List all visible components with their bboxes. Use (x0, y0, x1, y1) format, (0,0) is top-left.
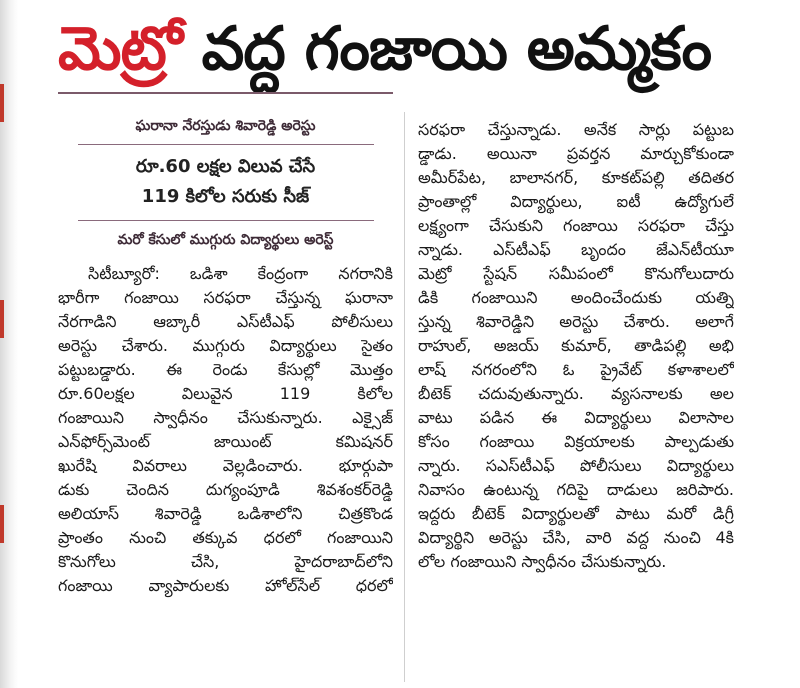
article-line: డుకు చెందిన దుగ్యంపూడి శివశంకర్‌రెడ్డి (58, 480, 393, 499)
article-line: సరఫరా చేస్తున్నాడు. అనేక సార్లు పట్టుబ (418, 120, 734, 139)
article-line: నివాసం ఉంటున్న గదిపై దాడులు జరిపారు. (418, 480, 734, 499)
article-line: విద్యార్థిని అరెస్టు చేసి, వారి వద్ద నుంచి 4కి (418, 528, 734, 547)
article-line: గంజాయిని స్వాధీనం చేసుకున్నారు. ఎక్సైజ్ (58, 408, 393, 427)
article-line: బీటెక్ చదువుతున్నారు. వ్యసనాలకు అల (418, 384, 734, 403)
edge-mark (0, 300, 4, 338)
headline-highlight: మెట్రో (58, 14, 182, 84)
article-line: లోల గంజాయిని స్వాధీనం చేసుకున్నారు. (418, 552, 667, 571)
article-line: సిటీబ్యూరో: ఒడిశా కేంద్రంగా నగరానికి (88, 264, 393, 283)
article-line: కోసం గంజాయి విక్రయాలకు పాల్పడుతు (418, 432, 734, 451)
headline-text: వద్ద గంజాయి అమ్మకం (201, 14, 712, 84)
edge-mark (0, 505, 4, 543)
article-line: పట్టుబడ్డారు. ఈ రెండు కేసుల్లో మొత్తం (58, 360, 393, 379)
column-divider (404, 112, 405, 682)
article-line: లక్ష్యంగా చేసుకుని గంజాయి సరఫరా చేస్తు (418, 216, 734, 235)
subhead-students: మరో కేసులో ముగ్గురు విద్యార్థులు అరెస్ట్ (117, 232, 334, 248)
headline-rule (58, 92, 393, 94)
article-line: వాటు పడిన ఈ విద్యార్థులు విలాసాల (418, 408, 734, 427)
subhead-underline (78, 220, 374, 221)
headline (58, 8, 798, 90)
article-line: మెట్రో స్టేషన్ సమీపంలో కొనుగోలుదారు (418, 264, 734, 283)
article-line: డికి గంజాయిని అందించేందుకు యత్ని (418, 288, 734, 307)
article-line: స్తున్న శివారెడ్డిని అరెస్టు చేశారు. అలాగే (418, 312, 734, 331)
article-line: ప్రాంతం నుంచి తక్కువ ధరలో గంజాయిని (58, 528, 393, 547)
article-line: ఎన్‌ఫోర్స్‌మెంట్ జాయింట్ కమిషనర్ (58, 432, 393, 451)
article-column-right (418, 118, 734, 574)
article-line: భారీగా గంజాయి సరఫరా చేస్తున్న ఘరానా (58, 288, 393, 307)
article-line: అమీర్‌పేట, బాలానగర్, కూకట్‌పల్లి తదితర (418, 168, 734, 187)
article-line: నేరగాడిని ఆబ్కారీ ఎస్‌టీఎఫ్‌ పోలీసులు (58, 312, 393, 331)
article-line: రూ.60లక్షల విలువైన 119 కిలోల (58, 384, 393, 403)
subhead-value: రూ.60 లక్షల విలువ చేసే (135, 156, 316, 177)
article-line: డ్డాడు. అయినా ప్రవర్తన మార్చుకోకుండా (418, 144, 734, 163)
subhead-arrest: ఘరానా నేరస్తుడు శివారెడ్డి అరెస్టు (135, 118, 316, 134)
article-line: కొనుగోలు చేసి, హైదరాబాద్‌లోని (58, 552, 393, 571)
article-line: అరెస్టు చేశారు. ముగ్గురు విద్యార్థులు సైతం (58, 336, 393, 355)
article-line: న్నాడు. ఎస్‌టీఎఫ్ బృందం జేఎన్‌టీయూ (418, 240, 734, 259)
article-column-left (58, 262, 393, 598)
article-line: గంజాయి వ్యాపారులకు హోల్‌సేల్ ధరలో (58, 576, 393, 595)
subhead-underline (78, 144, 374, 145)
article-line: లాష్ నగరంలోని ఓ ప్రైవేట్ కళాశాలలో (418, 360, 734, 379)
article-line: ఇద్దరు బీటెక్ విద్యార్థులతో పాటు మరో డిగ్రీ (418, 504, 734, 523)
article-line: అలియాస్ శివారెడ్డి ఒడిశాలోని చిత్రకొండ (58, 504, 393, 523)
article-line: ఖురేషి వివరాలు వెల్లడించారు. భూర్గుపా (58, 456, 393, 475)
edge-mark (0, 84, 4, 122)
article-line: న్నారు. సఎస్‌టీఎఫ్ పోలీసులు విద్యార్థులు (418, 456, 734, 475)
article-line: ప్రాంతాల్లో విద్యార్థులు, ఐటీ ఉద్యోగులే (418, 192, 734, 211)
article-line: రాహుల్, అజయ్ కుమార్, తాడిపల్లి అభి (418, 336, 734, 355)
subhead-seizure: 119 కిలోల సరుకు సీజ్ (141, 186, 310, 207)
page-fold-edge (0, 0, 18, 688)
